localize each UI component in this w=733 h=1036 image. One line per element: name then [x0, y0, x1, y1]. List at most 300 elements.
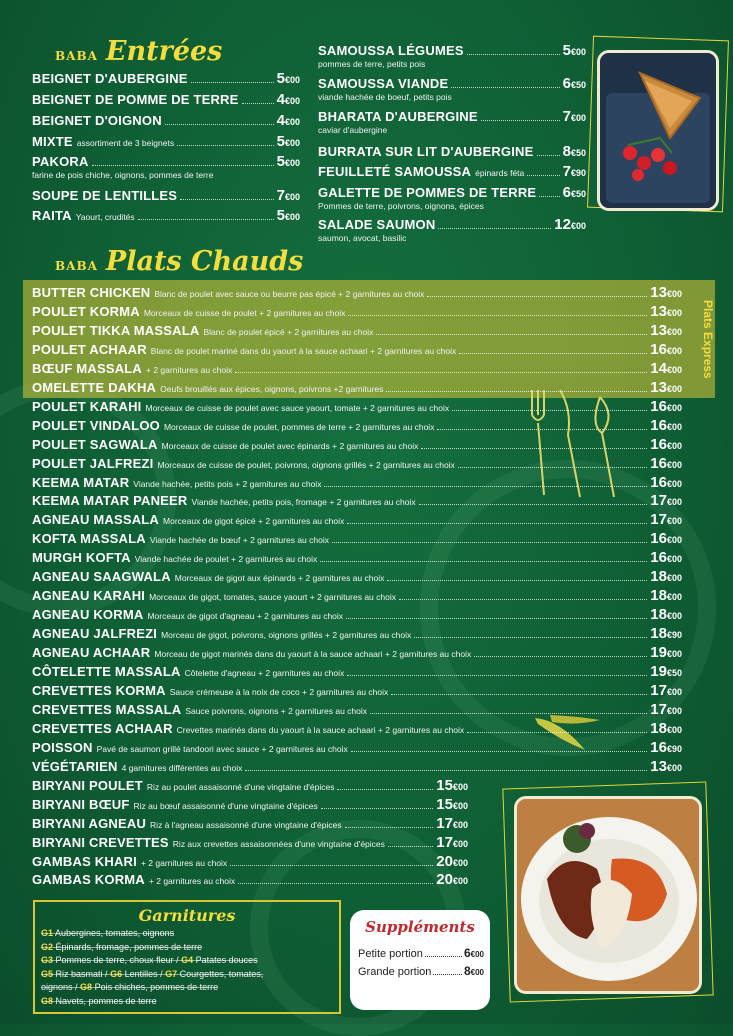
garniture-line: G3 Pommes de terre, choux fleur / G4 Patates douces	[41, 955, 258, 965]
garniture-line	[41, 928, 174, 938]
dish-name: POULET TIKKA MASSALA	[32, 322, 200, 338]
entrees-prefix: BABA	[55, 49, 98, 63]
menu-item	[32, 701, 682, 721]
price: 5€00	[276, 153, 300, 170]
dish-description: Pavé de saumon grillé tandoori avec sauce + 2 garnitures au choix	[96, 743, 348, 754]
dish-description: + 2 garnitures au choix	[146, 364, 233, 375]
price-cents: €00	[666, 459, 682, 470]
dish-name: AGNEAU KORMA	[32, 607, 144, 623]
dish-name: BIRYANI AGNEAU	[32, 815, 147, 831]
menu-item	[32, 436, 682, 456]
dish-description: Viande hachée, petits pois + 2 garnitures au choix	[133, 478, 322, 489]
dish-ingredients: pommes de terre, petits pois	[318, 59, 426, 69]
dish-name: CREVETTES ACHAAR	[32, 720, 173, 736]
price-cents: €00	[570, 47, 586, 57]
dot-leader	[337, 779, 433, 790]
dish-name: BŒUF MASSALA	[32, 360, 143, 376]
dish-description: Morceaux de gigot d'agneau + 2 garnitures au choix	[147, 611, 344, 622]
price: 13€00	[650, 378, 682, 396]
menu-item	[32, 133, 300, 153]
dish-ingredients: farine de pois chiche, oignons, pommes de terre	[32, 170, 214, 180]
dot-leader	[438, 218, 551, 229]
garniture-text: Épinards, fromage, pommes de terre	[55, 941, 203, 952]
garniture-code: G6	[110, 968, 123, 979]
price-cents: €00	[452, 781, 468, 792]
dish-description: Morceau de gigot, poivrons, oignons grillés + 2 garnitures au choix	[161, 630, 412, 641]
dot-leader	[324, 476, 647, 487]
supplement-label: Grande portion	[358, 966, 432, 978]
entrees-heading: Entrées	[105, 36, 223, 67]
dish-name: BEIGNET DE POMME DE TERRE	[32, 92, 239, 107]
dish-name: POULET ACHAAR	[32, 341, 147, 357]
garniture-code: G5	[41, 968, 54, 979]
dish-description: + 2 garnitures au choix	[148, 876, 236, 887]
dish-name: MURGH KOFTA	[32, 550, 131, 566]
dish-name: BEIGNET D'AUBERGINE	[32, 71, 188, 86]
dot-leader	[376, 324, 647, 335]
dot-leader	[347, 513, 647, 524]
garniture-code: G8	[41, 995, 54, 1006]
menu-item	[318, 163, 586, 183]
price-cents: €00	[452, 838, 468, 849]
price: 16€00	[650, 549, 682, 567]
price: 17€00	[650, 492, 682, 510]
dish-ingredients: Pommes de terre, poivrons, oignons, épices	[318, 201, 484, 211]
dot-leader	[467, 44, 560, 55]
garniture-text: Riz basmati	[55, 968, 103, 979]
supplement-item	[358, 946, 484, 962]
price-cents: €50	[570, 80, 586, 90]
price-cents: €50	[666, 668, 682, 678]
dot-leader	[388, 836, 433, 847]
dish-name: AGNEAU KARAHI	[32, 588, 146, 604]
dish-ingredients: saumon, avocat, basilic	[318, 233, 407, 243]
price: 5€00	[276, 133, 300, 150]
menu-item	[32, 682, 682, 702]
supplements-box	[350, 910, 490, 1010]
garniture-text: oignons	[41, 982, 73, 992]
garniture-code: G1	[41, 928, 54, 938]
menu-item	[32, 492, 682, 512]
dish-name: BIRYANI POULET	[32, 777, 143, 793]
dot-leader	[191, 72, 274, 83]
dot-leader	[433, 966, 462, 975]
menu-item	[32, 322, 682, 342]
dish-description: Morceaux de cuisse de poulet + 2 garnitures au choix	[143, 307, 346, 318]
price-cents: €00	[666, 705, 682, 716]
dot-leader	[345, 817, 434, 828]
price-cents: €00	[666, 440, 682, 451]
dish-description: assortiment de 3 beignets	[76, 138, 175, 148]
garniture-text: Courgettes, tomates,	[179, 968, 264, 979]
dish-name: RAITA	[32, 208, 72, 223]
dish-description: + 2 garnitures au choix	[140, 857, 228, 868]
garniture-code: G8	[80, 982, 93, 992]
menu-item	[32, 379, 682, 399]
garniture-code: G3	[41, 955, 54, 965]
price-cents: €00	[284, 138, 300, 148]
menu-item	[32, 739, 682, 759]
price: 16€00	[650, 416, 682, 434]
price-cents: €00	[666, 611, 682, 622]
dish-description: Sauce poivrons, oignons + 2 garnitures au choix	[185, 705, 367, 716]
supplement-label: Petite portion	[358, 948, 423, 960]
menu-item	[32, 474, 682, 494]
curry-illustration	[517, 799, 699, 991]
price: 20€00	[436, 852, 468, 870]
dish-description: Morceaux de cuisse de poulet, poivrons, oignons grillés + 2 garnitures au choix	[157, 459, 455, 470]
price-cents: €00	[470, 968, 484, 977]
dish-name: BIRYANI CREVETTES	[32, 834, 169, 850]
dish-name: OMELETTE DAKHA	[32, 379, 157, 395]
menu-item	[32, 625, 682, 645]
dish-name: AGNEAU JALFREZI	[32, 626, 158, 642]
garniture-line: oignons / G8 Pois chiches, pommes de terre	[41, 982, 219, 992]
menu-item	[32, 91, 300, 111]
price-cents: €00	[452, 800, 468, 811]
menu-item	[32, 568, 682, 588]
dish-name: AGNEAU ACHAAR	[32, 645, 151, 661]
dish-description: Morceaux de gigot, tomates, sauce yaourt + 2 garnitures au choix	[149, 592, 396, 603]
price-cents: €00	[284, 96, 300, 106]
menu-item	[32, 360, 682, 380]
dish-name: CREVETTES KORMA	[32, 682, 166, 698]
price-cents: €00	[666, 421, 682, 432]
price-cents: €00	[570, 113, 586, 123]
menu-item	[32, 70, 300, 90]
dot-leader	[386, 381, 647, 392]
menu-item	[32, 644, 682, 664]
price-cents: €00	[666, 345, 682, 356]
price-cents: €00	[666, 573, 682, 584]
price-cents: €00	[666, 289, 682, 299]
plats-title	[55, 246, 303, 277]
price: 13€00	[650, 321, 682, 339]
price: 17€00	[436, 814, 468, 832]
dish-description: Morceaux de cuisse de poulet, pommes de terre + 2 garnitures au choix	[163, 421, 435, 432]
menu-item	[32, 606, 682, 626]
price-cents: €00	[284, 212, 300, 222]
menu-item	[32, 587, 682, 607]
price: 14€00	[650, 359, 682, 377]
dot-leader	[165, 114, 274, 125]
dot-leader	[370, 703, 647, 714]
plats-prefix: BABA	[55, 259, 98, 273]
price: 17€00	[650, 700, 682, 718]
menu-item	[32, 341, 682, 361]
price: 16€00	[650, 435, 682, 453]
price-cents: €00	[452, 819, 468, 830]
dish-name: GAMBAS KORMA	[32, 872, 145, 888]
dot-leader	[346, 608, 647, 619]
price: 15€00	[436, 795, 468, 813]
dish-description: Morceau de gigot marinés dans du yaourt à la sauce achaari + 2 garnitures au choix	[154, 649, 472, 660]
price-cents: €00	[284, 158, 300, 168]
garniture-text: Navets, pommes de terre	[55, 995, 157, 1006]
plats-express-label: Plats Express	[701, 300, 715, 379]
dish-name: KEEMA MATAR PANEER	[32, 493, 188, 509]
dish-description: Riz à l'agneau assaisonné d'une vingtaine d'épices	[150, 819, 342, 830]
dish-name: SALADE SAUMON	[318, 217, 436, 232]
price-cents: €00	[666, 402, 682, 413]
dot-leader	[481, 110, 560, 121]
price-cents: €00	[284, 192, 300, 202]
dish-description: Morceaux de gigot épicé + 2 garnitures au choix	[163, 516, 345, 527]
dot-leader	[419, 494, 648, 505]
dish-name: BIRYANI BŒUF	[32, 796, 130, 812]
dish-name: BEIGNET D'OIGNON	[32, 113, 162, 128]
dish-name: SOUPE DE LENTILLES	[32, 188, 178, 203]
dot-leader	[539, 186, 559, 197]
price: 18€00	[650, 568, 682, 586]
plats-heading: Plats Chauds	[105, 246, 304, 277]
supplement-item	[358, 964, 484, 980]
dot-leader	[414, 627, 647, 638]
dish-description: Sauce crémeuse à la noix de coco + 2 garnitures au choix	[169, 686, 389, 697]
price-cents: €00	[666, 686, 682, 697]
price-cents: €00	[284, 117, 300, 127]
price: 5€00	[276, 207, 300, 224]
price: 18€00	[650, 719, 682, 737]
menu-item	[32, 663, 682, 683]
menu-item	[32, 187, 300, 207]
dot-leader	[437, 419, 647, 430]
price-cents: €90	[666, 630, 682, 641]
price-cents: €00	[284, 75, 300, 85]
dot-leader	[347, 665, 647, 676]
price-cents: €00	[666, 364, 682, 375]
garniture-text: Pois chiches, pommes de terre	[94, 982, 219, 992]
dish-name: POULET SAGWALA	[32, 436, 158, 452]
garniture-text: Pommes de terre, choux fleur	[55, 955, 174, 965]
price: 16€00	[650, 397, 682, 415]
price-cents: €00	[666, 516, 682, 527]
price: 13€00	[650, 757, 682, 775]
dot-leader	[320, 551, 647, 562]
dot-leader	[537, 145, 560, 156]
menu-item	[32, 207, 300, 227]
dish-name: KOFTA MASSALA	[32, 531, 146, 547]
dish-description: 4 garnitures différentes au choix	[121, 762, 243, 773]
price: 17€00	[650, 511, 682, 529]
menu-item	[32, 284, 682, 304]
price: 5€00	[276, 70, 300, 87]
dot-leader	[177, 135, 274, 146]
garniture-line	[41, 996, 157, 1006]
dish-description: Blanc de poulet épicé + 2 garnitures au choix	[203, 326, 374, 337]
supplement-price: 8€00	[463, 964, 484, 978]
dish-description: Blanc de poulet mariné dans du yaourt à la sauce achaari + 2 garnitures au choix	[150, 345, 457, 356]
dot-leader	[527, 165, 559, 176]
dish-name: AGNEAU MASSALA	[32, 512, 160, 528]
price-cents: €00	[666, 724, 682, 735]
price-cents: €00	[666, 497, 682, 508]
dot-leader	[138, 209, 274, 220]
dot-leader	[332, 532, 647, 543]
dot-leader	[242, 93, 274, 104]
price: 13€00	[650, 284, 682, 301]
dish-ingredients: caviar d'aubergine	[318, 125, 388, 135]
dot-leader	[452, 400, 647, 411]
dot-leader	[321, 798, 434, 809]
price: 7€00	[276, 187, 300, 204]
price: 6€50	[562, 184, 586, 201]
price-cents: €00	[452, 876, 468, 887]
dish-name: CÔTELETTE MASSALA	[32, 664, 181, 679]
price: 6€50	[562, 75, 586, 92]
dot-leader	[351, 741, 648, 752]
dot-leader	[467, 722, 647, 733]
price: 16€00	[650, 454, 682, 472]
dot-leader	[238, 873, 433, 884]
price: 18€00	[650, 587, 682, 605]
dish-description: Côtelette d'agneau + 2 garnitures au choix	[184, 668, 345, 678]
dish-name: BHARATA D'AUBERGINE	[318, 109, 478, 124]
dish-name: PAKORA	[32, 154, 89, 169]
menu-item	[32, 758, 682, 778]
price: 19€00	[650, 644, 682, 662]
menu-item	[32, 834, 468, 854]
dish-name: POULET JALFREZI	[32, 455, 154, 471]
menu-item	[32, 112, 300, 132]
price: 12€00	[554, 216, 586, 233]
dish-description: épinards féta	[475, 168, 525, 178]
price-cents: €50	[570, 148, 586, 158]
dish-name: POULET KARAHI	[32, 398, 142, 414]
dish-description: Viande hachée de poulet + 2 garnitures au choix	[134, 554, 318, 565]
price-cents: €00	[666, 592, 682, 603]
dish-name: POULET KORMA	[32, 303, 140, 319]
price: 20€00	[436, 871, 468, 889]
dot-leader	[245, 760, 647, 771]
dish-description: Riz aux crevettes assaisonnées d'une vingtaine d'épices	[172, 838, 385, 849]
dot-leader	[391, 684, 647, 695]
price: 5€00	[562, 42, 586, 59]
dish-description: Oeufs brouillés aux épices, oignons, poivrons +2 garnitures	[160, 383, 384, 394]
dish-name: KEEMA MATAR	[32, 474, 130, 490]
dot-leader	[425, 948, 462, 957]
dish-name: GAMBAS KHARI	[32, 853, 137, 869]
menu-item	[32, 777, 468, 797]
samoussa-illustration	[600, 53, 716, 208]
dot-leader	[180, 189, 273, 200]
supplements-title: Suppléments	[365, 918, 475, 936]
garniture-text: Aubergines, tomates, oignons	[55, 928, 175, 938]
price: 17€00	[436, 833, 468, 851]
menu-item	[32, 530, 682, 550]
supplement-price: 6€00	[463, 946, 484, 960]
dot-leader	[92, 155, 274, 166]
price-cents: €00	[666, 326, 682, 337]
dish-name: CREVETTES MASSALA	[32, 701, 182, 717]
menu-item	[32, 549, 682, 569]
dish-description: Crevettes marinés dans du yaourt à la sauce achaari + 2 garnitures au choix	[176, 724, 465, 735]
price-cents: €90	[570, 168, 586, 178]
price: 7€90	[562, 163, 586, 180]
price: 4€00	[276, 91, 300, 108]
menu-item	[32, 511, 682, 531]
garniture-line	[41, 942, 202, 952]
dot-leader	[230, 855, 433, 866]
price: 16€00	[650, 340, 682, 358]
dish-description: Morceaux de gigot aux épinards + 2 garnitures au choix	[174, 573, 385, 584]
price: 19€50	[650, 663, 682, 680]
price: 7€00	[562, 108, 586, 125]
menu-item	[32, 720, 682, 740]
price-cents: €00	[666, 762, 682, 773]
dish-description: Viande hachée, petits pois, fromage + 2 garnitures au choix	[191, 497, 416, 508]
menu-item	[32, 815, 468, 835]
price: 18€00	[650, 606, 682, 624]
menu-item	[32, 455, 682, 475]
garnitures-box	[33, 900, 341, 1014]
price: 13€00	[650, 302, 682, 320]
menu-item	[32, 853, 468, 873]
price-cents: €00	[666, 383, 682, 394]
price: 8€50	[562, 143, 586, 160]
dish-name: VÉGÉTARIEN	[32, 758, 118, 774]
dot-leader	[348, 305, 647, 316]
dot-leader	[399, 589, 647, 600]
price: 16€90	[650, 738, 682, 756]
dot-leader	[451, 77, 559, 88]
dish-name: AGNEAU SAAGWALA	[32, 569, 171, 585]
price: 17€00	[650, 681, 682, 699]
garniture-text: Lentilles	[124, 968, 158, 979]
dish-description: Morceaux de cuisse de poulet avec épinards + 2 garnitures au choix	[161, 440, 419, 451]
dish-name: SAMOUSSA VIANDE	[318, 76, 449, 91]
price-cents: €00	[666, 649, 682, 660]
entrees-title	[55, 36, 222, 67]
dish-description: Yaourt, crudités	[75, 212, 135, 222]
dish-description: Riz au bœuf assaisonné d'une vingtaine d'épices	[133, 800, 318, 811]
menu-item	[32, 303, 682, 323]
price-cents: €00	[666, 535, 682, 546]
price-cents: €00	[452, 857, 468, 868]
dot-leader	[474, 646, 647, 657]
garniture-text: Patates douces	[195, 955, 258, 965]
dish-description: Morceaux de cuisse de poulet avec sauce yaourt, tomate + 2 garnitures au choix	[145, 402, 450, 413]
samoussa-photo	[597, 50, 719, 211]
dot-leader	[427, 286, 647, 297]
garniture-code: G2	[41, 941, 54, 952]
menu-item	[32, 796, 468, 816]
price: 16€00	[650, 473, 682, 491]
menu-item	[318, 143, 586, 163]
dot-leader	[458, 457, 647, 468]
dot-leader	[235, 362, 647, 373]
dish-name: POISSON	[32, 739, 93, 755]
price-cents: €00	[470, 950, 484, 959]
dot-leader	[387, 570, 647, 581]
dish-description: Viande hachée de bœuf + 2 garnitures au choix	[149, 535, 329, 546]
price-cents: €00	[666, 478, 682, 489]
price: 15€00	[436, 776, 468, 794]
price-cents: €00	[666, 307, 682, 318]
garniture-code: G4	[181, 955, 194, 965]
dot-leader	[459, 343, 647, 354]
menu-item	[32, 417, 682, 437]
dish-name: MIXTE	[32, 134, 73, 149]
dish-ingredients: viande hachée de boeuf, petits pois	[318, 92, 452, 102]
price-cents: €00	[666, 554, 682, 565]
dish-description: Blanc de poulet avec sauce ou beurre pas épicé + 2 garnitures au choix	[154, 289, 425, 299]
dish-name: BUTTER CHICKEN	[32, 285, 151, 300]
dish-name: GALETTE DE POMMES DE TERRE	[318, 185, 537, 200]
price: 18€90	[650, 625, 682, 643]
dish-name: BURRATA SUR LIT D'AUBERGINE	[318, 144, 534, 159]
price-cents: €90	[666, 743, 682, 754]
